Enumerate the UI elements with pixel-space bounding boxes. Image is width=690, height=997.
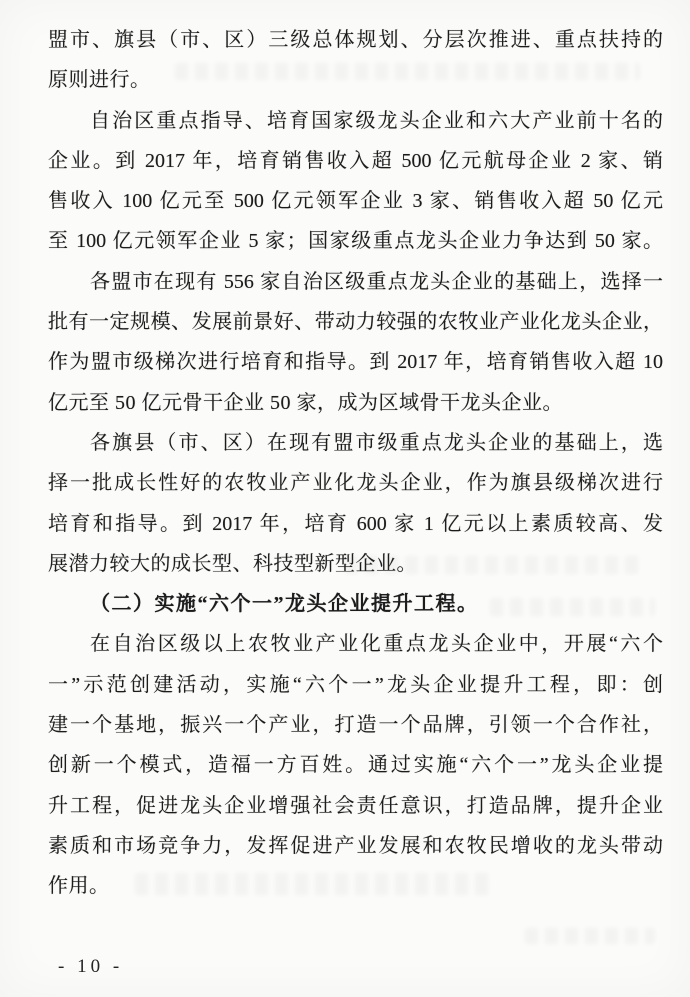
- paragraph: [48, 423, 663, 584]
- text-line: 盟市、旗县（市、区）三级总体规划、分层次推进、重点扶持的: [48, 29, 663, 51]
- document-body: [48, 20, 663, 907]
- text-line: 售收入 100 亿元至 500 亿元领军企业 3 家、销售收入超 50 亿元: [48, 190, 663, 213]
- text-line: 至 100 亿元领军企业 5 家；国家级重点龙头企业力争达到 50 家。: [48, 230, 663, 253]
- text-line: 升工程，促进龙头企业增强社会责任意识，打造品牌，提升企业: [48, 794, 663, 817]
- text-line: 素质和市场竞争力，发挥促进产业发展和农牧民增收的龙头带动: [48, 834, 663, 857]
- text-line: 一”示范创建活动，实施“六个一”龙头企业提升工程，即：创: [48, 673, 663, 696]
- text-line: 企业。到 2017 年，培育销售收入超 500 亿元航母企业 2 家、销: [48, 149, 663, 172]
- section: [48, 584, 663, 624]
- text-line: 创新一个模式，造福一方百姓。通过实施“六个一”龙头企业提: [48, 754, 663, 777]
- text-line: 择一批成长性好的农牧业产业化龙头企业，作为旗县级梯次进行: [48, 472, 663, 495]
- section-heading: （二）实施“六个一”龙头企业提升工程。: [90, 593, 479, 616]
- text-line: 作用。: [48, 875, 110, 898]
- text-line: 建一个基地，振兴一个产业，打造一个品牌，引领一个合作社，: [48, 714, 663, 737]
- paragraph: [48, 262, 663, 423]
- paragraph: [48, 20, 663, 101]
- page-number: - 10 -: [58, 956, 124, 977]
- paragraph: [48, 101, 663, 262]
- text-line: 作为盟市级梯次进行培育和指导。到 2017 年，培育销售收入超 10: [48, 351, 663, 374]
- text-line: 各盟市在现有 556 家自治区级重点龙头企业的基础上，选择一: [90, 270, 663, 293]
- text-line: 在自治区级以上农牧业产业化重点龙头企业中，开展“六个: [90, 633, 663, 656]
- text-line: 批有一定规模、发展前景好、带动力较强的农牧业产业化龙头企业，: [48, 311, 663, 334]
- text-line: 亿元至 50 亿元骨干企业 50 家，成为区域骨干龙头企业。: [48, 391, 563, 414]
- paragraph: [48, 624, 663, 906]
- text-line: 培育和指导。到 2017 年，培育 600 家 1 亿元以上素质较高、发: [48, 512, 663, 535]
- bleed-through-artifact: [525, 928, 655, 944]
- text-line: 各旗县（市、区）在现有盟市级重点龙头企业的基础上，选: [90, 431, 663, 454]
- text-line: 原则进行。: [48, 69, 151, 92]
- text-line: 自治区重点指导、培育国家级龙头企业和六大产业前十名的: [90, 109, 663, 132]
- text-line: 展潜力较大的成长型、科技型新型企业。: [48, 552, 417, 575]
